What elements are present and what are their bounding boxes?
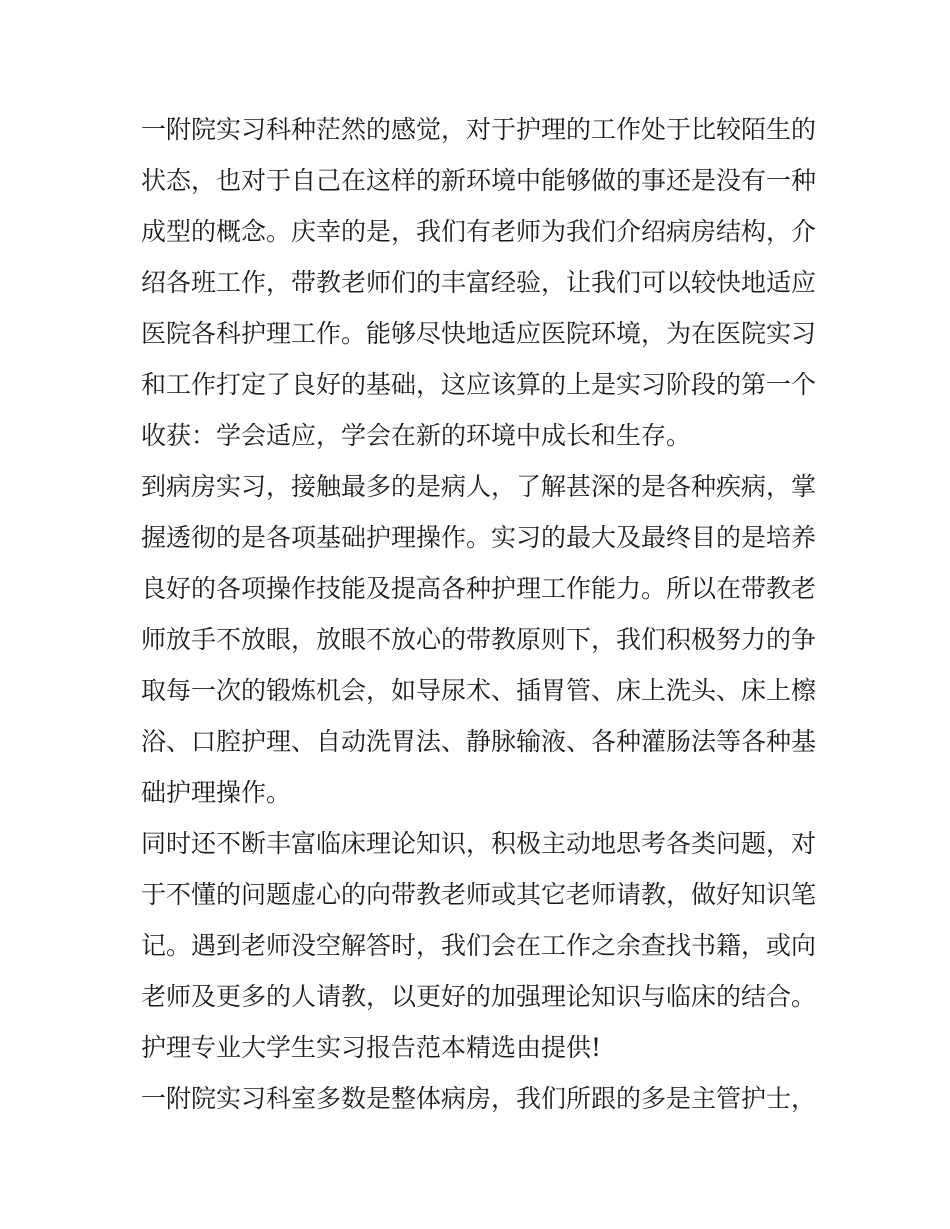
text-line-16: 于不懂的问题虚心的向带教老师或其它老师请教，做好知识笔 [141, 880, 817, 909]
text-line-14: 础护理操作。 [141, 778, 292, 807]
text-line-20: 一附院实习科室多数是整体病房，我们所跟的多是主管护士， [141, 1084, 817, 1113]
text-line-12: 取每一次的锻炼机会，如导尿术、插胃管、床上洗头、床上檫 [141, 676, 817, 705]
text-line-1: 一附院实习科种茫然的感觉，对于护理的工作处于比较陌生的 [141, 115, 817, 144]
text-line-17: 记。遇到老师没空解答时，我们会在工作之余查找书籍，或向 [141, 931, 817, 960]
text-line-5: 医院各科护理工作。能够尽快地适应医院环境，为在医院实习 [141, 319, 817, 348]
text-line-4: 绍各班工作，带教老师们的丰富经验，让我们可以较快地适应 [141, 268, 817, 297]
text-line-19: 护理专业大学生实习报告范本精选由提供! [141, 1033, 602, 1062]
text-line-15: 同时还不断丰富临床理论知识，积极主动地思考各类问题，对 [141, 829, 817, 858]
text-line-3: 成型的概念。庆幸的是，我们有老师为我们介绍病房结构，介 [141, 217, 817, 246]
text-line-6: 和工作打定了良好的基础，这应该算的上是实习阶段的第一个 [141, 370, 817, 399]
text-line-10: 良好的各项操作技能及提高各种护理工作能力。所以在带教老 [141, 574, 817, 603]
text-line-18: 老师及更多的人请教，以更好的加强理论知识与临床的结合。 [141, 982, 817, 1011]
text-line-13: 浴、口腔护理、自动洗胃法、静脉输液、各种灌肠法等各种基 [141, 727, 817, 756]
text-line-11: 师放手不放眼，放眼不放心的带教原则下，我们积极努力的争 [141, 625, 817, 654]
text-line-9: 握透彻的是各项基础护理操作。实习的最大及最终目的是培养 [141, 523, 817, 552]
document-body [141, 104, 817, 1124]
text-line-2: 状态，也对于自己在这样的新环境中能够做的事还是没有一种 [141, 166, 817, 195]
text-line-8: 到病房实习，接触最多的是病人，了解甚深的是各种疾病，掌 [141, 472, 817, 501]
text-line-7: 收获：学会适应，学会在新的环境中成长和生存。 [141, 421, 692, 450]
